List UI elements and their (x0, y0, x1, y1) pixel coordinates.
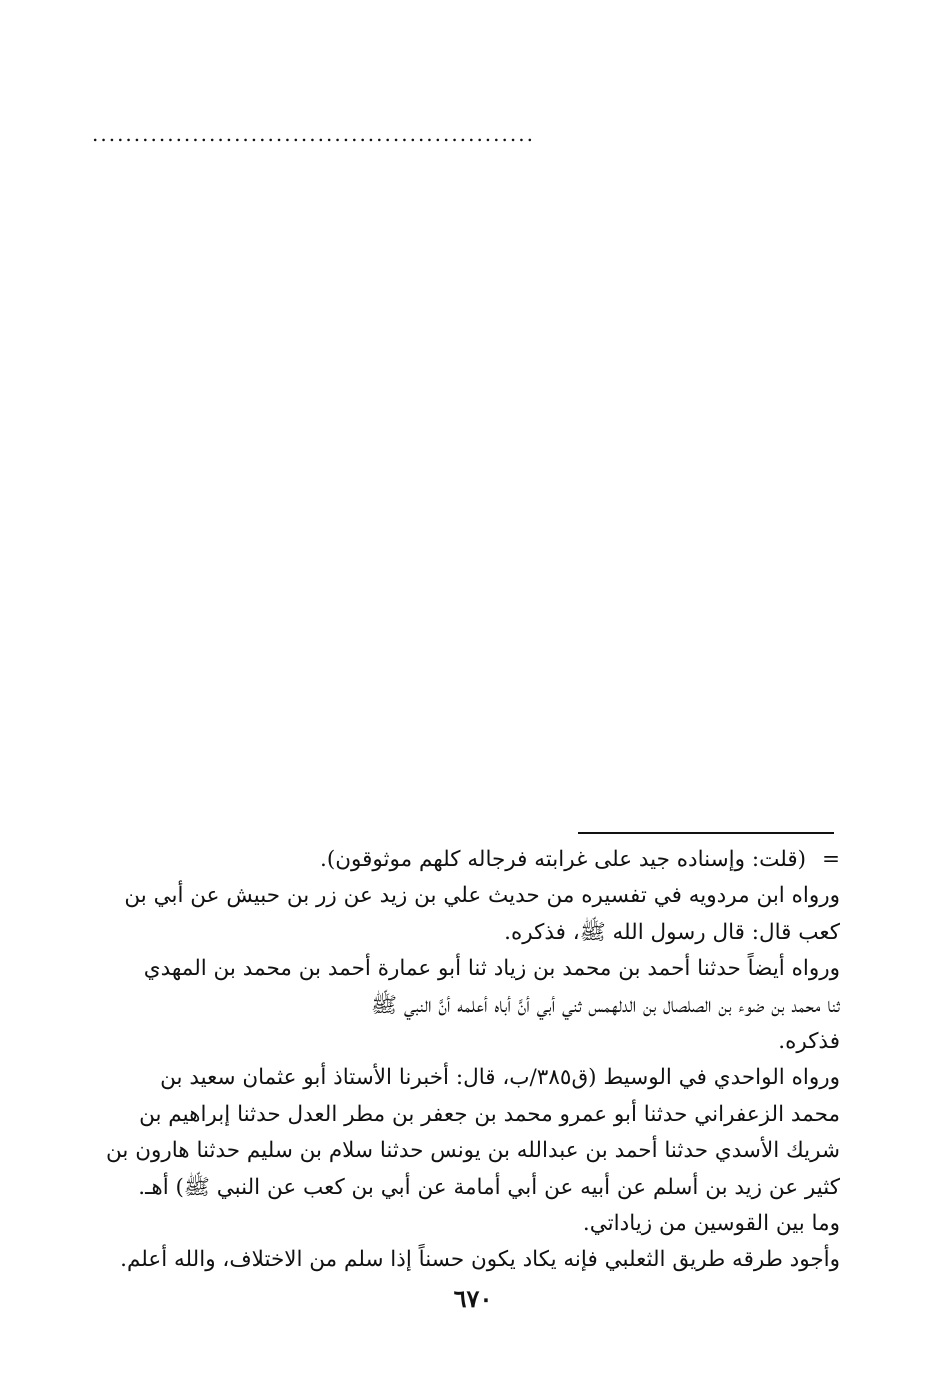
footnote-line (80, 842, 840, 878)
footnote-line: وما بين القوسين من زياداتي. (582, 1211, 840, 1237)
page-number: ٦٧٠ (453, 1284, 493, 1313)
footnote-line: وأجود طرقه طريق الثعلبي فإنه يكاد يكون حسناً إذا سلم من الاختلاف، والله أعلم. (120, 1247, 840, 1273)
dotted-separator: ..................................................... (92, 124, 535, 144)
footnote-line: محمد الزعفراني حدثنا أبو عمرو محمد بن جعفر بن مطر العدل حدثنا إبراهيم بن (139, 1101, 840, 1127)
footnote-line: ثنا محمد بن ضوء بن الصلصال بن الدلهمس ثني أبي أنَّ أباه أعلمه أنَّ النبي ﷺ (371, 992, 840, 1018)
footnote-line: شريك الأسدي حدثنا أحمد بن عبدالله بن يونس حدثنا سلام بن سليم حدثنا هارون بن (106, 1138, 840, 1164)
footnote-rule (578, 832, 834, 834)
footnote-line: كثير عن زيد بن أسلم عن أبيه عن أبي أمامة عن أبي بن كعب عن النبي ﷺ) أهـ. (138, 1174, 840, 1200)
continuation-marker: = (821, 847, 840, 872)
footnote-line: ورواه الواحدي في الوسيط (ق٣٨٥/ب، قال: أخبرنا الأستاذ أبو عثمان سعيد بن (160, 1065, 840, 1091)
footnote-block (80, 842, 840, 1279)
footnote-line: ورواه أيضاً حدثنا أحمد بن محمد بن زياد ثنا أبو عمارة أحمد بن محمد بن المهدي (143, 956, 840, 982)
footnote-line-text: (قلت: وإسناده جيد على غرابته فرجاله كلهم موثوقون). (320, 847, 806, 872)
footnote-line: كعب قال: قال رسول الله ﷺ، فذكره. (504, 919, 840, 945)
footnote-line: ورواه ابن مردويه في تفسيره من حديث علي بن زيد عن زر بن حبيش عن أبي بن (124, 883, 840, 909)
footnote-line: فذكره. (778, 1029, 840, 1055)
